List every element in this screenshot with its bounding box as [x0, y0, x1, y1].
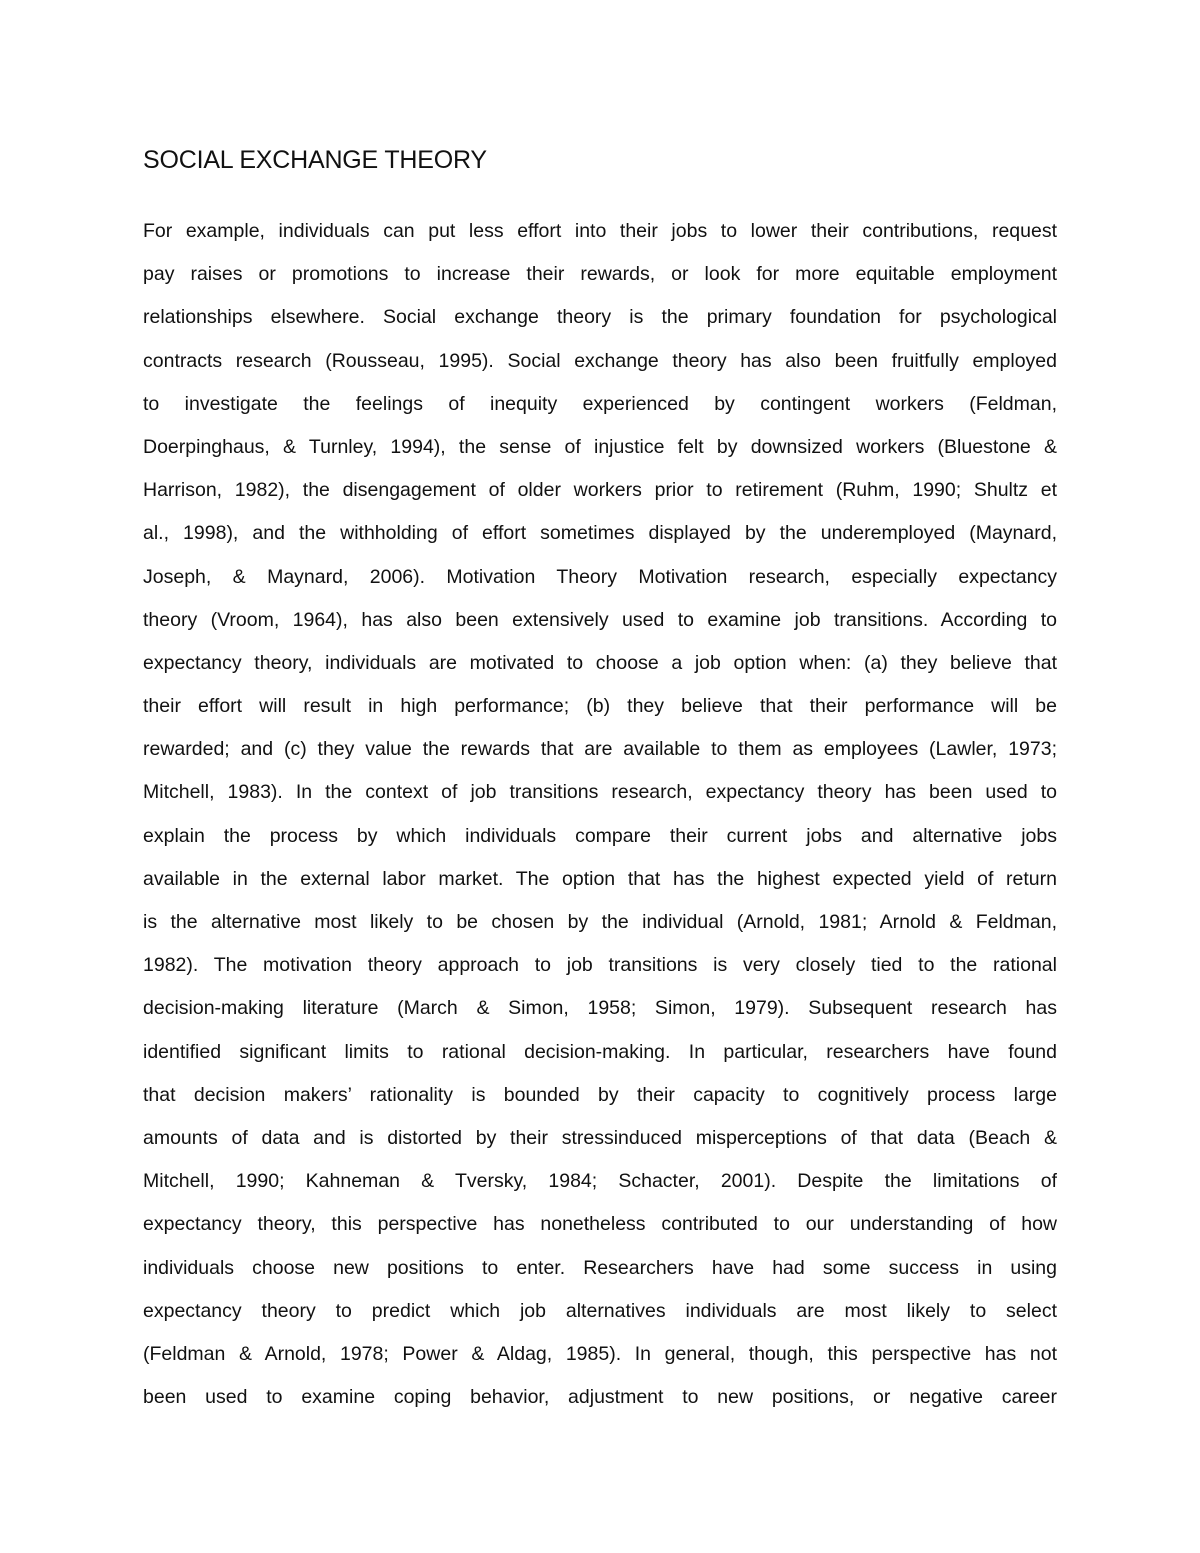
text-line: is the alternative most likely to be chosen by the individual (Arnold, 1981; Arnold & Feldman,: [143, 911, 1057, 933]
text-line: Mitchell, 1990; Kahneman & Tversky, 1984; Schacter, 2001). Despite the limitations of: [143, 1170, 1057, 1193]
text-line: al., 1998), and the withholding of effort sometimes displayed by the underemployed (Maynard,: [143, 522, 1057, 545]
text-line: Mitchell, 1983). In the context of job transitions research, expectancy theory has been used to: [143, 781, 1057, 804]
text-line: Joseph, & Maynard, 2006). Motivation Theory Motivation research, especially expectancy: [143, 565, 1057, 588]
text-line: pay raises or promotions to increase their rewards, or look for more equitable employment: [143, 263, 1057, 286]
text-line: decision-making literature (March & Simon, 1958; Simon, 1979). Subsequent research has: [143, 997, 1057, 1020]
text-line: amounts of data and is distorted by their stressinduced misperceptions of that data (Beach &: [143, 1126, 1057, 1149]
text-line: their effort will result in high performance; (b) they believe that their performance will be: [143, 695, 1057, 718]
text-line: contracts research (Rousseau, 1995). Social exchange theory has also been fruitfully employed: [143, 349, 1057, 372]
text-line: identified significant limits to rational decision-making. In particular, researchers have found: [143, 1040, 1057, 1063]
text-line: expectancy theory to predict which job alternatives individuals are most likely to select: [143, 1299, 1057, 1322]
text-line: explain the process by which individuals compare their current jobs and alternative jobs: [143, 824, 1057, 847]
text-line: theory (Vroom, 1964), has also been extensively used to examine job transitions. According to: [143, 608, 1057, 631]
text-line: relationships elsewhere. Social exchange theory is the primary foundation for psychological: [143, 306, 1057, 329]
text-line: expectancy theory, individuals are motivated to choose a job option when: (a) they believe that: [143, 651, 1057, 674]
text-line: expectancy theory, this perspective has nonetheless contributed to our understanding of how: [143, 1213, 1057, 1236]
text-line: (Feldman & Arnold, 1978; Power & Aldag, 1985). In general, though, this perspective has not: [143, 1342, 1057, 1365]
text-line: 1982). The motivation theory approach to job transitions is very closely tied to the rational: [143, 954, 1057, 977]
text-line: Harrison, 1982), the disengagement of older workers prior to retirement (Ruhm, 1990; Shultz et: [143, 479, 1057, 502]
text-line: For example, individuals can put less effort into their jobs to lower their contributions, request: [143, 220, 1057, 242]
text-line: rewarded; and (c) they value the rewards that are available to them as employees (Lawler, 1973;: [143, 738, 1057, 761]
text-line: been used to examine coping behavior, adjustment to new positions, or negative career: [143, 1386, 1057, 1409]
body-paragraph: [143, 216, 1057, 1425]
text-line: that decision makers’ rationality is bounded by their capacity to cognitively process large: [143, 1083, 1057, 1106]
text-line: individuals choose new positions to enter. Researchers have had some success in using: [143, 1256, 1057, 1279]
document-heading: SOCIAL EXCHANGE THEORY: [143, 146, 487, 174]
text-line: to investigate the feelings of inequity experienced by contingent workers (Feldman,: [143, 392, 1057, 415]
text-line: available in the external labor market. The option that has the highest expected yield of return: [143, 867, 1057, 890]
text-line: Doerpinghaus, & Turnley, 1994), the sense of injustice felt by downsized workers (Bluestone &: [143, 435, 1057, 458]
